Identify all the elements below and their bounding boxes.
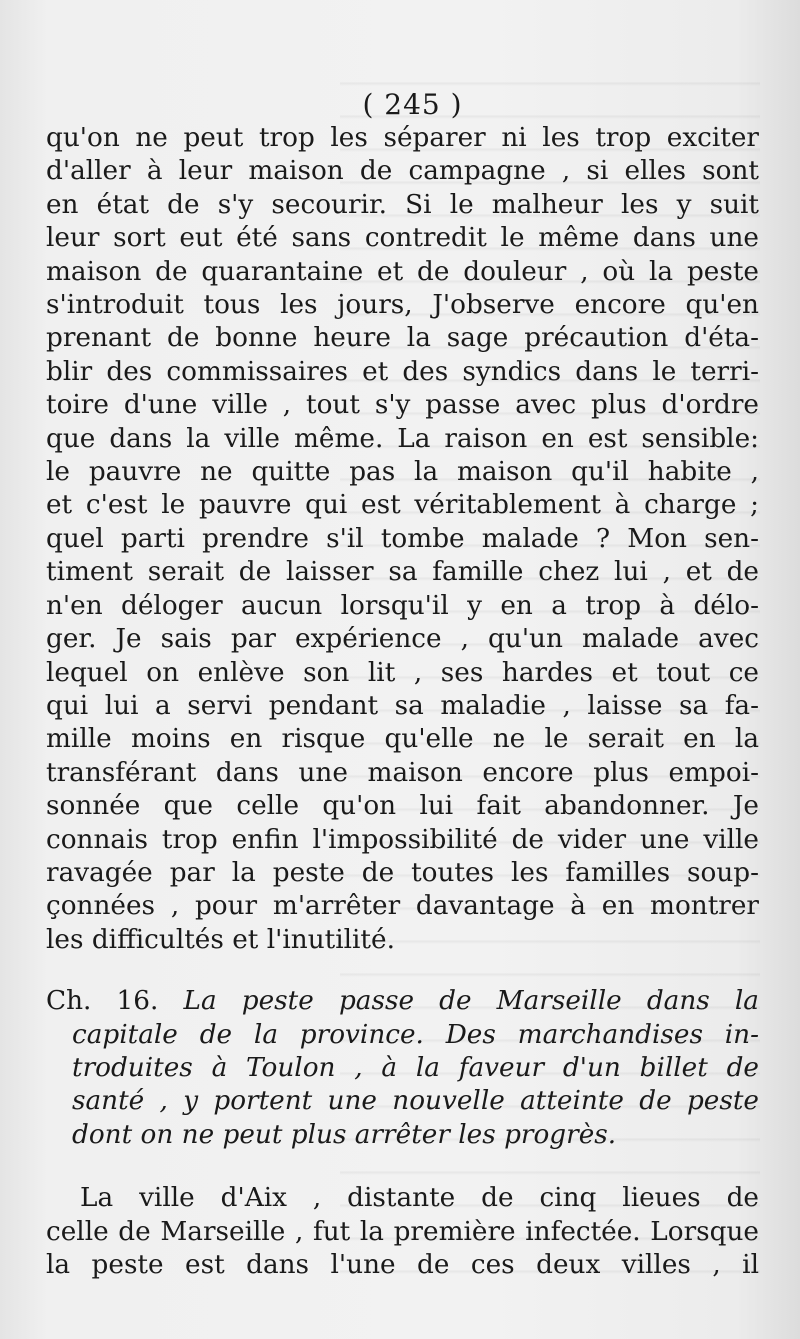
text-line: que dans la ville même. La raison en est sensible:: [46, 423, 759, 454]
chapter-heading-first-line: [46, 985, 759, 1018]
text-line: ger. Je sais par expérience , qu'un malade avec: [46, 624, 759, 655]
text-line: s'introduit tous les jours, J'observe encore qu'en: [46, 290, 759, 321]
text-line: la peste est dans l'une de ces deux villes , il: [46, 1250, 759, 1280]
text-line: leur sort eut été sans contredit le même dans une: [46, 223, 759, 254]
page-number: ( 245 ): [362, 88, 463, 121]
text-line: le pauvre ne quitte pas la maison qu'il habite ,: [46, 457, 759, 488]
text-line: La ville d'Aix , distante de cinq lieues de: [80, 1183, 759, 1214]
text-line: connais trop enfin l'impossibilité de vider une ville: [46, 824, 759, 855]
paragraph-plague-measures: [46, 122, 759, 957]
text-line: qui lui a servi pendant sa maladie , laisse sa fa-: [46, 690, 759, 721]
text-line: prenant de bonne heure la sage précaution d'éta-: [46, 323, 759, 354]
chapter-title-line: La peste passe de Marseille dans la: [183, 986, 759, 1017]
chapter-title-line: troduites à Toulon , à la faveur d'un billet de: [72, 1052, 759, 1083]
text-line: çonnées , pour m'arrêter davantage à en montrer: [46, 891, 759, 922]
text-line: timent serait de laisser sa famille chez lui , et de: [46, 557, 759, 588]
chapter-title-line: santé , y portent une nouvelle atteinte de peste: [72, 1086, 759, 1117]
text-line: mille moins en risque qu'elle ne le serait en la: [46, 724, 759, 755]
text-line: lequel on enlève son lit , ses hardes et tout ce: [46, 657, 759, 688]
text-line: sonnée que celle qu'on lui fait abandonner. Je: [46, 791, 759, 822]
chapter-title-line: capitale de la province. Des marchandises in-: [72, 1019, 759, 1050]
text-line: n'en déloger aucun lorsqu'il y en a trop à délo-: [46, 590, 759, 621]
chapter-heading: [46, 985, 759, 1152]
page-text-block: [46, 88, 759, 1282]
text-line: et c'est le pauvre qui est véritablement à charge ;: [46, 490, 759, 521]
chapter-label: Ch. 16.: [46, 986, 159, 1017]
text-line: maison de quarantaine et de douleur , où la peste: [46, 256, 759, 287]
text-line: quel parti prendre s'il tombe malade ? Mon sen-: [46, 523, 759, 554]
text-line: qu'on ne peut trop les séparer ni les trop exciter: [46, 123, 759, 153]
text-line: les difficultés et l'inutilité.: [46, 924, 395, 955]
paragraph-aix: [46, 1182, 759, 1282]
text-line: transférant dans une maison encore plus empoi-: [46, 757, 759, 788]
text-line: celle de Marseille , fut la première infectée. Lorsque: [46, 1216, 759, 1247]
text-line: blir des commissaires et des syndics dans le terri-: [46, 356, 759, 387]
chapter-title-line: dont on ne peut plus arrêter les progrès.: [72, 1119, 617, 1150]
text-line: d'aller à leur maison de campagne , si elles sont: [46, 156, 759, 187]
text-line: ravagée par la peste de toutes les familles soup-: [46, 857, 759, 888]
text-line: en état de s'y secourir. Si le malheur les y suit: [46, 189, 759, 220]
text-line: toire d'une ville , tout s'y passe avec plus d'ordre: [46, 390, 759, 421]
